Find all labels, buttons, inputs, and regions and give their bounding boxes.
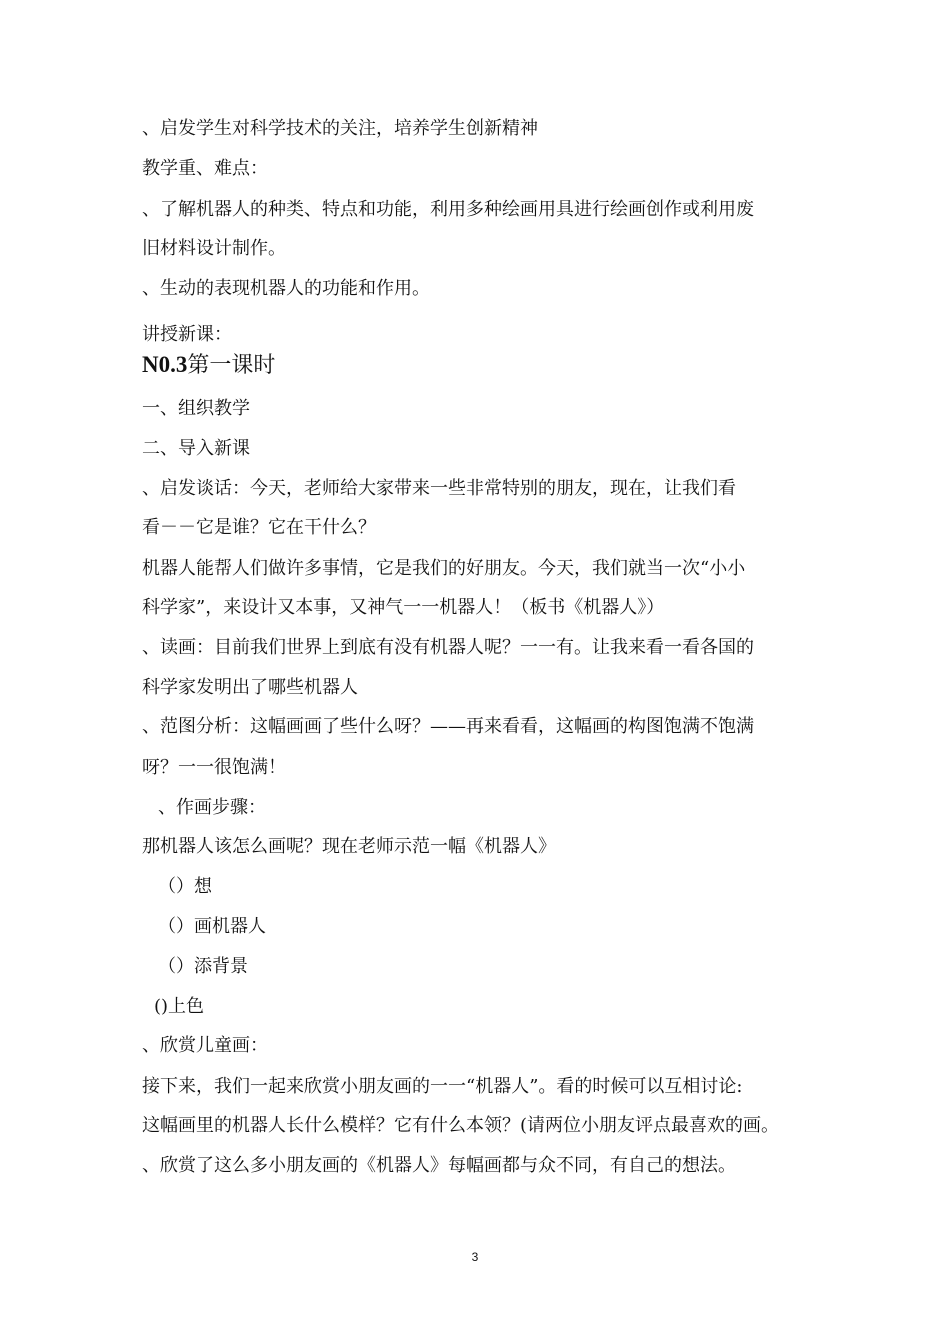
key-point-line-3: 、生动的表现机器人的功能和作用。 bbox=[142, 278, 430, 299]
body-line: 看－－它是谁？它在干什么？ bbox=[142, 517, 376, 538]
body-line: 机器人能帮人们做许多事情，它是我们的好朋友。今天，我们就当一次“小小 bbox=[142, 558, 746, 579]
body-line: 、范图分析：这幅画画了些什么呀？——再来看看，这幅画的构图饱满不饱满 bbox=[142, 716, 754, 737]
body-line: 、欣赏儿童画： bbox=[142, 1035, 268, 1056]
body-line: 、启发谈话：今天，老师给大家带来一些非常特别的朋友，现在，让我们看 bbox=[142, 478, 736, 499]
body-line: 二、导入新课 bbox=[142, 438, 250, 459]
key-points-label: 教学重、难点： bbox=[142, 158, 268, 179]
key-point-line-1: 、了解机器人的种类、特点和功能，利用多种绘画用具进行绘画创作或利用废 bbox=[142, 199, 754, 220]
step-item: ()上色 bbox=[154, 996, 205, 1017]
body-line: 、作画步骤： bbox=[158, 797, 266, 818]
key-point-line-2: 旧材料设计制作。 bbox=[142, 238, 286, 259]
body-line: 这幅画里的机器人长什么模样？它有什么本领？(请两位小朋友评点最喜欢的画。 bbox=[142, 1115, 780, 1136]
body-line: 一、组织教学 bbox=[142, 398, 250, 419]
step-item: （）添背景 bbox=[158, 956, 248, 977]
step-item: （）想 bbox=[158, 876, 212, 897]
body-line: 、读画：目前我们世界上到底有没有机器人呢？一一有。让我来看一看各国的 bbox=[142, 637, 754, 658]
body-line: 呀？一一很饱满！ bbox=[142, 757, 286, 778]
body-line: 那机器人该怎么画呢？现在老师示范一幅《机器人》 bbox=[142, 836, 556, 857]
new-lesson-label: 讲授新课： bbox=[142, 324, 232, 345]
lesson-heading bbox=[142, 352, 275, 379]
objective-line: 、启发学生对科学技术的关注，培养学生创新精神 bbox=[142, 118, 538, 139]
body-line: 科学家发明出了哪些机器人 bbox=[142, 677, 358, 698]
step-item: （）画机器人 bbox=[158, 916, 266, 937]
body-line: 科学家”，来设计又本事，又神气一一机器人！（板书《机器人》） bbox=[142, 597, 665, 618]
lesson-code: N0.3 bbox=[142, 352, 188, 377]
body-line: 、欣赏了这么多小朋友画的《机器人》每幅画都与众不同，有自己的想法。 bbox=[142, 1155, 736, 1176]
page-number: 3 bbox=[471, 1250, 479, 1264]
lesson-title: 第一课时 bbox=[187, 353, 276, 378]
body-line: 接下来，我们一起来欣赏小朋友画的一一“机器人”。看的时候可以互相讨论: bbox=[142, 1076, 743, 1097]
